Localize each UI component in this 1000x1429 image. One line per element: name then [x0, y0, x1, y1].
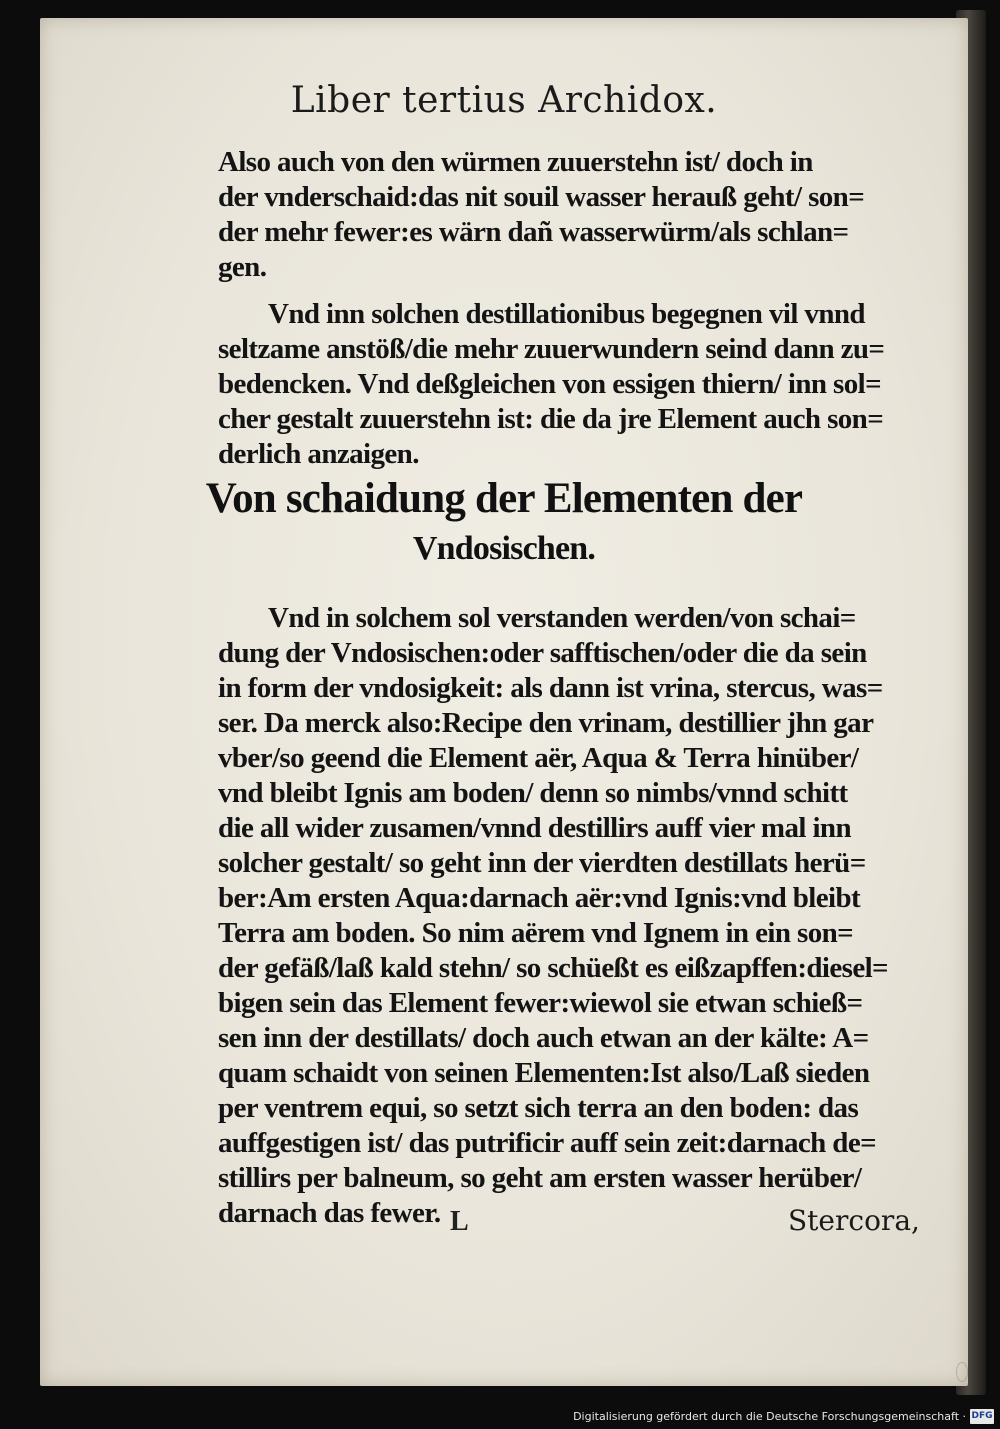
page-corner-mark	[956, 1362, 968, 1382]
text-line: stillirs per balneum, so geht am ersten wasser herüber/	[218, 1162, 862, 1194]
text-line: gen.	[218, 251, 267, 283]
text-line: der vnderschaid:das nit souil wasser herauß geht/ son=	[218, 181, 865, 213]
digitization-credit: Digitalisierung gefördert durch die Deutsche Forschungsgemeinschaft ·	[573, 1410, 966, 1423]
text-line: ser. Da merck also:Recipe den vrinam, destillier jhn gar	[218, 707, 874, 739]
text-line: sen inn der destillats/ doch auch etwan an der kälte: A=	[218, 1022, 869, 1054]
signature-mark: L	[450, 1206, 469, 1237]
running-title: Liber tertius Archidox.	[290, 80, 718, 121]
text-line: cher gestalt zuuerstehn ist: die da jre Element auch son=	[218, 403, 884, 435]
book-page	[40, 18, 968, 1386]
text-line: quam schaidt von seinen Elementen:Ist also/Laß sieden	[218, 1057, 870, 1089]
text-line: in form der vndosigkeit: als dann ist vrina, stercus, was=	[218, 672, 883, 704]
text-line: Terra am boden. So nim aërem vnd Ignem in ein son=	[218, 917, 854, 949]
dfg-logo: DFG	[970, 1409, 994, 1424]
text-line: bedencken. Vnd deßgleichen von essigen thiern/ inn sol=	[218, 368, 882, 400]
text-line: die all wider zusamen/vnnd destillirs auff vier mal inn	[218, 812, 851, 844]
text-line: Vnd in solchem sol verstanden werden/von schai=	[268, 602, 856, 634]
text-line: per ventrem equi, so setzt sich terra an den boden: das	[218, 1092, 859, 1124]
text-line: Vnd inn solchen destillationibus begegnen vil vnnd	[268, 298, 865, 330]
text-line: auffgestigen ist/ das putrificir auff sein zeit:darnach de=	[218, 1127, 877, 1159]
text-line: der gefäß/laß kald stehn/ so schüeßt es eißzapffen:diesel=	[218, 952, 888, 984]
text-line: derlich anzaigen.	[218, 438, 419, 470]
text-line: seltzame anstöß/die mehr zuuerwundern seind dann zu=	[218, 333, 885, 365]
text-line: dung der Vndosischen:oder safftischen/oder die da sein	[218, 637, 867, 669]
text-line: solcher gestalt/ so geht inn der vierdten destillats herü=	[218, 847, 866, 879]
catchword: Stercora,	[788, 1204, 920, 1237]
section-heading: Von schaidung der Elementen der	[205, 475, 803, 522]
text-line: der mehr fewer:es wärn dañ wasserwürm/als schlan=	[218, 216, 849, 248]
text-line: bigen sein das Element fewer:wiewol sie etwan schieß=	[218, 987, 863, 1019]
text-line: vber/so geend die Element aër, Aqua & Terra hinüber/	[218, 742, 859, 774]
text-line: darnach das fewer.	[218, 1197, 441, 1229]
text-line: ber:Am ersten Aqua:darnach aër:vnd Ignis:vnd bleibt	[218, 882, 861, 914]
text-line: Also auch von den würmen zuuerstehn ist/ doch in	[218, 146, 813, 178]
section-heading-continued: Vndosischen.	[412, 530, 596, 567]
text-line: vnd bleibt Ignis am boden/ denn so nimbs/vnnd schitt	[218, 777, 848, 809]
